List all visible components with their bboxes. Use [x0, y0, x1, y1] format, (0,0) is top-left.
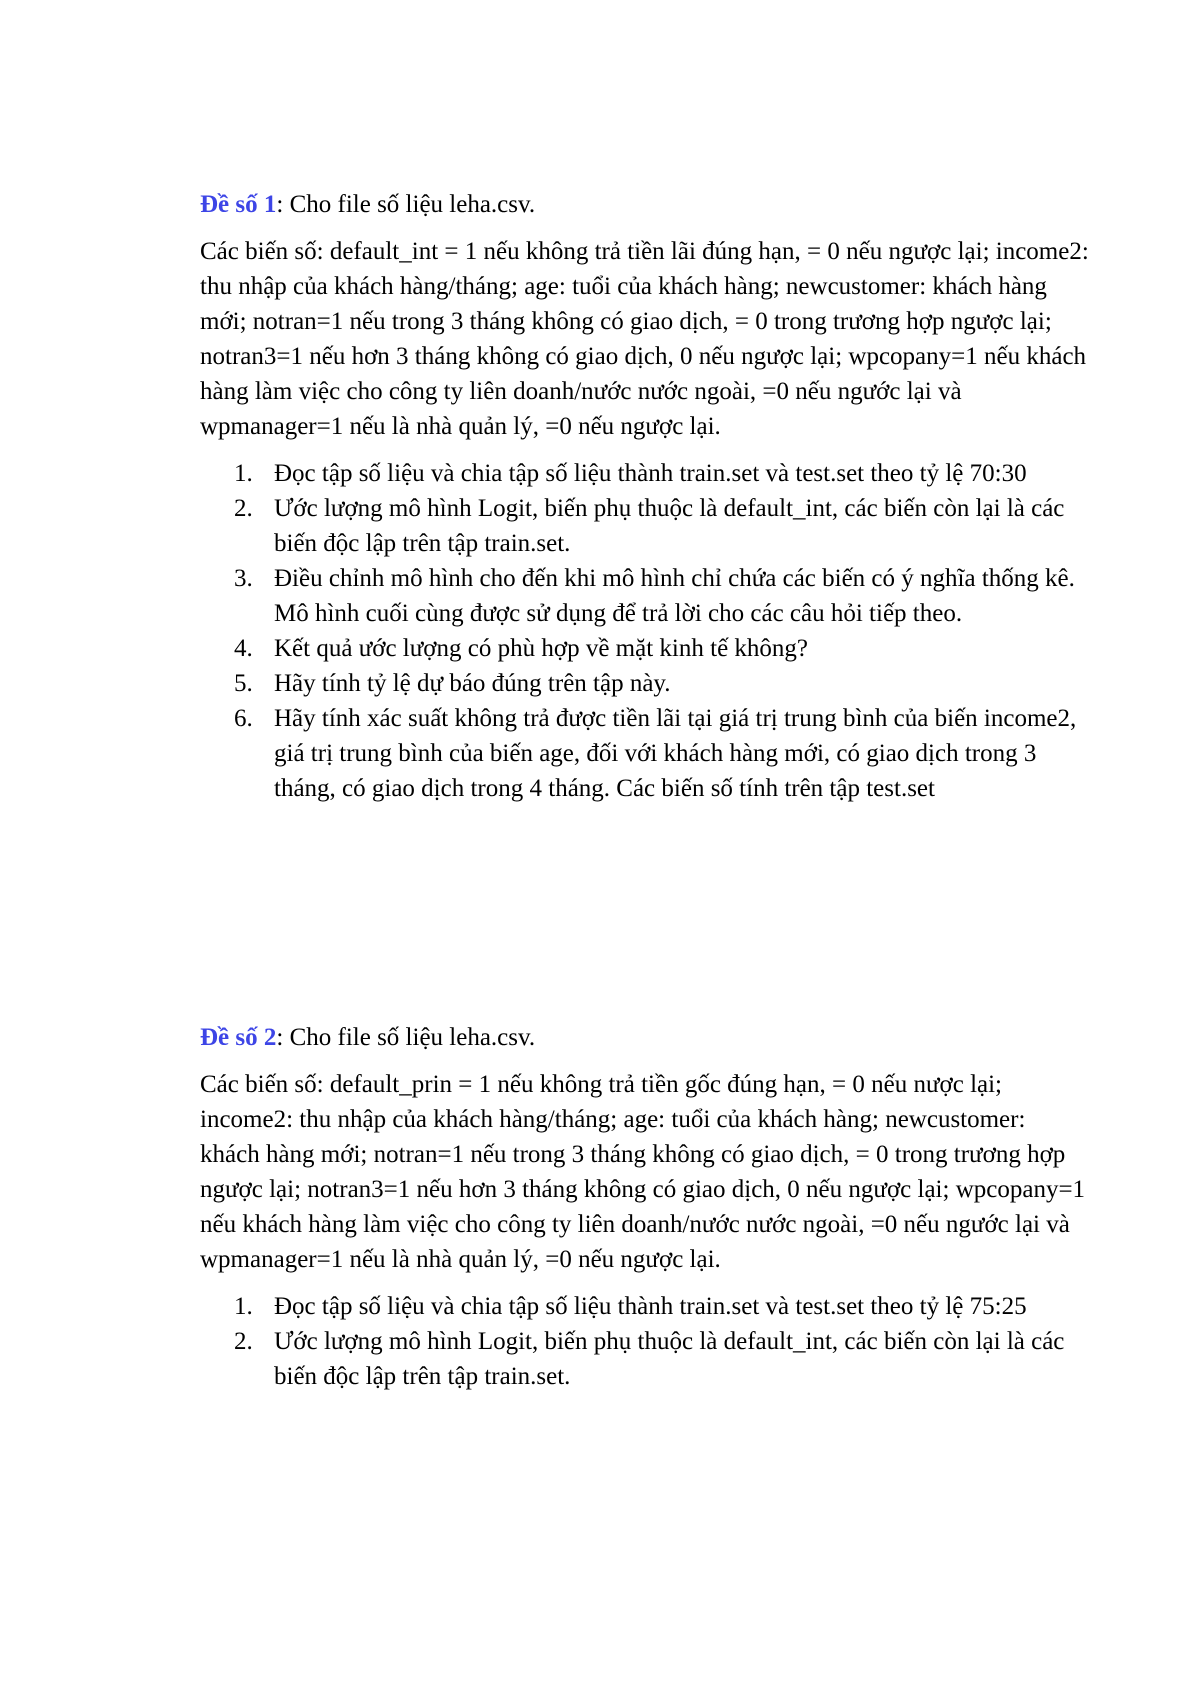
- exam-label: Đề số 1: [200, 191, 277, 218]
- question-text: Kết quả ước lượng có phù hợp về mặt kinh tế không?: [274, 635, 809, 662]
- exam-section-2: [200, 1020, 1100, 1394]
- question-item: [200, 1289, 1094, 1324]
- question-item: [200, 701, 1094, 806]
- question-list: [200, 1289, 1100, 1394]
- question-item: [200, 1324, 1094, 1394]
- question-text: Ước lượng mô hình Logit, biến phụ thuộc là default_int, các biến còn lại là các biến độc lập trên tập train.set.: [274, 495, 1065, 557]
- exam-title-text: : Cho file số liệu leha.csv.: [276, 1024, 536, 1051]
- variables-description: Các biến số: default_prin = 1 nếu không trả tiền gốc đúng hạn, = 0 nếu nược lại; income2: thu nhập của khách hàng/tháng; age: tuổi của khách hàng; newcustomer: khách hàng mới; notran=1 nếu trong 3 tháng không có giao dịch, = 0 trong trương hợp ngược lại; notran3=1 nếu hơn 3 tháng không có giao dịch, 0 nếu ngược lại; wpcopany=1 nếu khách hàng làm việc cho công ty liên doanh/nước nước ngoài, =0 nếu ngước lại và wpmanager=1 nếu là nhà quản lý, =0 nếu ngược lại.: [200, 1071, 1086, 1273]
- exam-heading: [200, 187, 1100, 222]
- question-item: [200, 666, 1094, 701]
- question-item: [200, 456, 1094, 491]
- question-text: Điều chỉnh mô hình cho đến khi mô hình chỉ chứa các biến có ý nghĩa thống kê. Mô hình cuối cùng được sử dụng để trả lời cho các câu hỏi tiếp theo.: [274, 565, 1075, 627]
- question-number: 6.: [234, 705, 253, 732]
- question-text: Hãy tính tỷ lệ dự báo đúng trên tập này.: [274, 670, 671, 697]
- question-text: Đọc tập số liệu và chia tập số liệu thành train.set và test.set theo tỷ lệ 75:25: [274, 1293, 1027, 1320]
- question-item: [200, 561, 1094, 631]
- question-list: [200, 456, 1100, 806]
- question-item: [200, 631, 1094, 666]
- question-number: 2.: [234, 495, 253, 522]
- question-number: 5.: [234, 670, 253, 697]
- question-number: 2.: [234, 1328, 253, 1355]
- question-text: Đọc tập số liệu và chia tập số liệu thành train.set và test.set theo tỷ lệ 70:30: [274, 460, 1027, 487]
- variables-description: Các biến số: default_int = 1 nếu không trả tiền lãi đúng hạn, = 0 nếu ngược lại; income2: thu nhập của khách hàng/tháng; age: tuổi của khách hàng; newcustomer: khách hàng mới; notran=1 nếu trong 3 tháng không có giao dịch, = 0 trong trương hợp ngược lại; notran3=1 nếu hơn 3 tháng không có giao dịch, 0 nếu ngược lại; wpcopany=1 nếu khách hàng làm việc cho công ty liên doanh/nước nước ngoài, =0 nếu ngước lại và wpmanager=1 nếu là nhà quản lý, =0 nếu ngược lại.: [200, 238, 1089, 440]
- question-item: [200, 491, 1094, 561]
- exam-label: Đề số 2: [200, 1024, 277, 1051]
- exam-section-1: [200, 187, 1100, 806]
- question-number: 1.: [234, 460, 253, 487]
- question-number: 4.: [234, 635, 253, 662]
- question-text: Ước lượng mô hình Logit, biến phụ thuộc là default_int, các biến còn lại là các biến độc lập trên tập train.set.: [274, 1328, 1065, 1390]
- question-number: 1.: [234, 1293, 253, 1320]
- question-number: 3.: [234, 565, 253, 592]
- exam-heading: [200, 1020, 1100, 1055]
- exam-title-text: : Cho file số liệu leha.csv.: [276, 191, 536, 218]
- question-text: Hãy tính xác suất không trả được tiền lãi tại giá trị trung bình của biến income2, giá trị trung bình của biến age, đối với khách hàng mới, có giao dịch trong 3 tháng, có giao dịch trong 4 tháng. Các biến số tính trên tập test.set: [274, 705, 1077, 802]
